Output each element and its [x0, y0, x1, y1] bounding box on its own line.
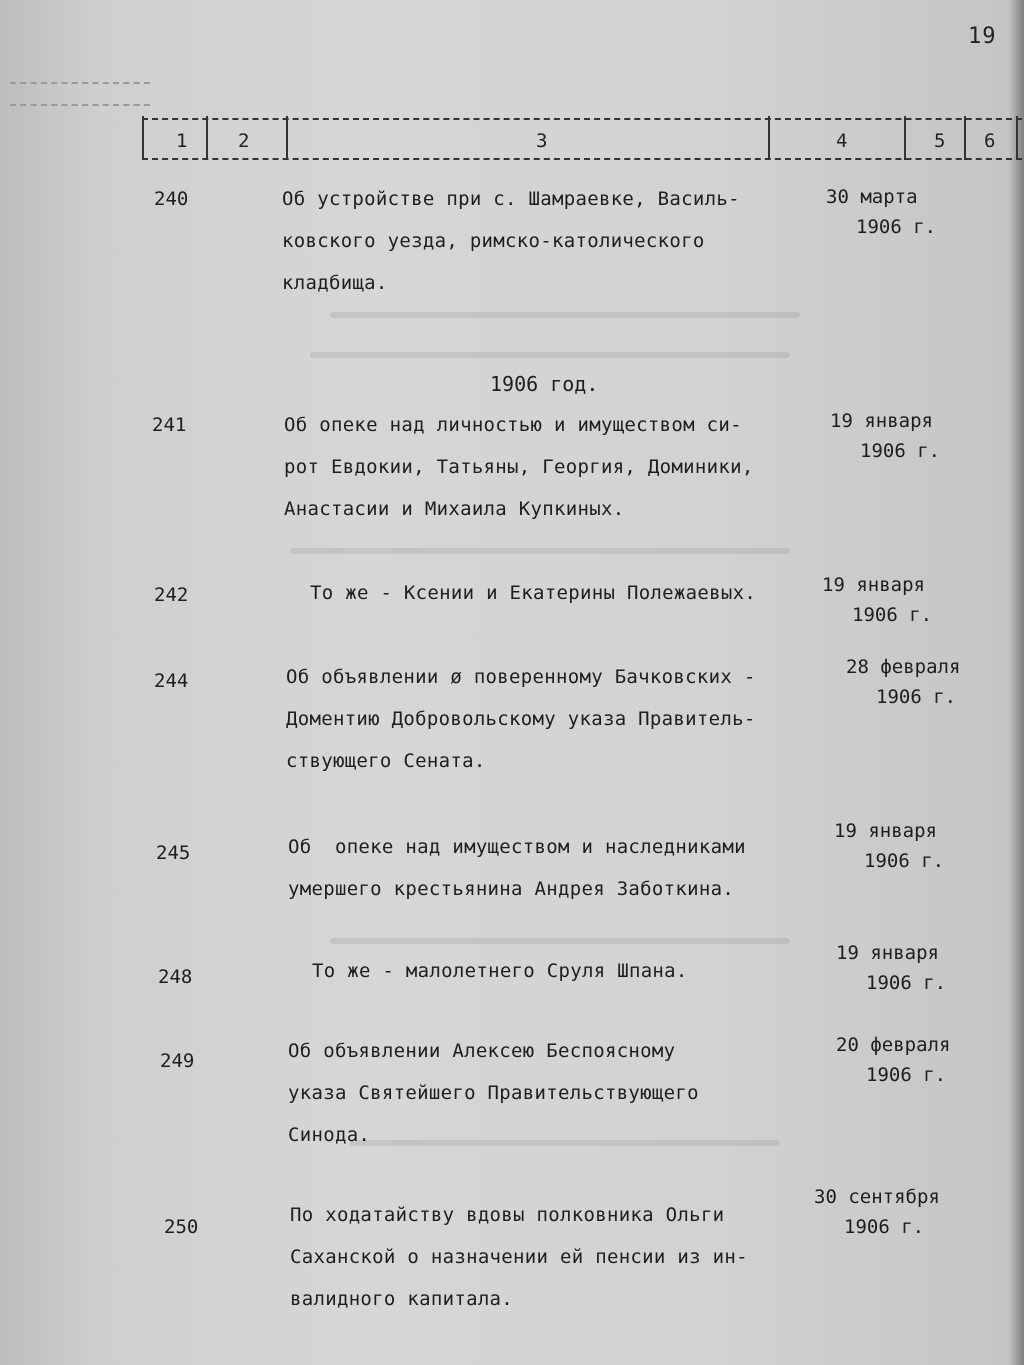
entry-date	[846, 652, 960, 712]
entry-line: Анастасии и Михаила Купкиных.	[284, 498, 625, 520]
entry-date	[834, 816, 944, 876]
date-day: 30 сентября	[814, 1186, 940, 1208]
entry-description	[290, 1194, 748, 1320]
date-day: 30 марта	[826, 186, 918, 208]
entry-line: Саханской о назначении ей пенсии из ин-	[290, 1246, 748, 1268]
col-divider	[142, 116, 144, 160]
table-header	[142, 118, 1022, 160]
col-6-label: 6	[984, 130, 996, 152]
bleed-through-line	[330, 938, 790, 944]
entry-date	[836, 1030, 950, 1090]
bleed-through-line	[290, 548, 790, 554]
col-3-label: 3	[536, 130, 548, 152]
entry-description	[312, 950, 688, 992]
entry-line: умершего крестьянина Андрея Заботкина.	[288, 878, 735, 900]
col-4-label: 4	[836, 130, 848, 152]
date-day: 28 февраля	[846, 656, 961, 678]
entry-line: По ходатайству вдовы полковника Ольги	[290, 1204, 725, 1226]
entry-line: Об устройстве при с. Шамраевке, Василь-	[282, 188, 740, 210]
date-year: 1906 г.	[844, 1216, 925, 1238]
col-2-label: 2	[238, 130, 250, 152]
entry-line: Об объявлении ø поверенному Бачковских -	[286, 666, 756, 688]
entry-date	[830, 406, 940, 466]
bleed-through-line	[330, 312, 800, 318]
date-year: 1906 г.	[860, 440, 941, 462]
col-divider	[206, 116, 208, 160]
date-year: 1906 г.	[866, 1064, 947, 1086]
entry-line: ствующего Сената.	[286, 750, 486, 772]
date-day: 20 февраля	[836, 1034, 951, 1056]
date-year: 1906 г.	[866, 972, 947, 994]
entry-description	[284, 404, 754, 530]
entry-description	[310, 572, 756, 614]
entry-description	[288, 826, 746, 910]
date-year: 1906 г.	[876, 686, 957, 708]
bleed-through-line	[310, 352, 790, 358]
entry-line: указа Святейшего Правительствующего	[288, 1082, 699, 1104]
faint-previous-header	[10, 82, 150, 106]
entry-line: ковского уезда, римско-католического	[282, 230, 705, 252]
section-heading-year: 1906 год.	[490, 372, 599, 396]
entry-line: валидного капитала.	[290, 1288, 514, 1310]
entry-number: 240	[154, 188, 189, 210]
entry-date	[814, 1182, 940, 1242]
entry-line: кладбища.	[282, 272, 388, 294]
entry-line: Об объявлении Алексею Беспоясному	[288, 1040, 676, 1062]
col-divider	[768, 116, 770, 160]
entry-line: Синода.	[288, 1124, 371, 1146]
page-edge-shadow	[1008, 0, 1024, 1365]
entry-line: рот Евдокии, Татьяны, Георгия, Доминики,	[284, 456, 754, 478]
entry-line: То же - малолетнего Сруля Шпана.	[312, 960, 688, 982]
entry-line: Об опеке над имуществом и наследниками	[288, 836, 746, 858]
entry-number: 248	[158, 966, 193, 988]
col-divider	[964, 116, 966, 160]
date-day: 19 января	[834, 820, 937, 842]
entry-line: То же - Ксении и Екатерины Полежаевых.	[310, 582, 757, 604]
entry-description	[288, 1030, 699, 1156]
date-year: 1906 г.	[864, 850, 945, 872]
col-1-label: 1	[176, 130, 188, 152]
entry-number: 250	[164, 1216, 199, 1238]
entry-description	[282, 178, 740, 304]
date-day: 19 января	[830, 410, 933, 432]
entry-date	[826, 182, 936, 242]
entry-number: 245	[156, 842, 191, 864]
entry-number: 242	[154, 584, 189, 606]
col-divider	[1016, 116, 1018, 160]
entry-number: 244	[154, 670, 189, 692]
entry-line: Об опеке над личностью и имуществом си-	[284, 414, 742, 436]
date-day: 19 января	[836, 942, 939, 964]
entry-date	[822, 570, 932, 630]
col-divider	[904, 116, 906, 160]
entry-line: Доментию Добровольскому указа Правитель-	[286, 708, 756, 730]
date-year: 1906 г.	[852, 604, 933, 626]
entry-number: 249	[160, 1050, 195, 1072]
col-divider	[286, 116, 288, 160]
page-number: 19	[968, 24, 997, 49]
col-5-label: 5	[934, 130, 946, 152]
date-year: 1906 г.	[856, 216, 937, 238]
entry-date	[836, 938, 946, 998]
entry-number: 241	[152, 414, 187, 436]
entry-description	[286, 656, 756, 782]
date-day: 19 января	[822, 574, 925, 596]
